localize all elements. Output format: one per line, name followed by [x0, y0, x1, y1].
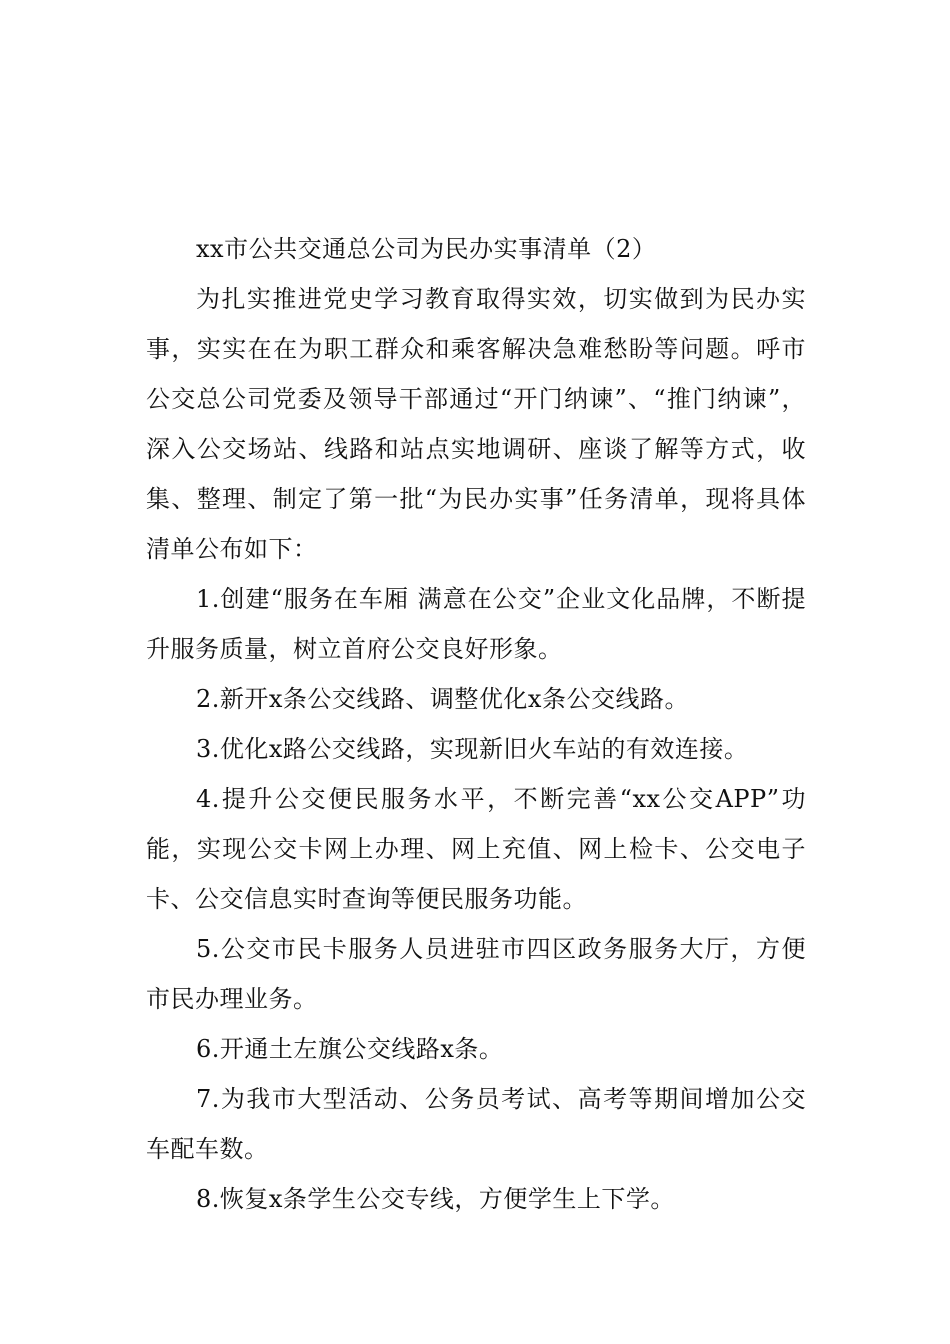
list-item-5: 5.公交市民卡服务人员进驻市四区政务服务大厅，方便市民办理业务。 — [146, 935, 806, 1013]
intro-paragraph: 为扎实推进党史学习教育取得实效，切实做到为民办实事，实实在在为职工群众和乘客解决急难愁盼等问题。呼市公交总公司党委及领导干部通过“开门纳谏”、“推门纳谏”，深入公交场站、线路和站点实地调研、座谈了解等方式，收集、整理、制定了第一批“为民办实事”任务清单，现将具体清单公布如下： — [146, 285, 806, 563]
list-item-3: 3.优化x路公交线路，实现新旧火车站的有效连接。 — [196, 735, 749, 763]
document-page — [146, 224, 806, 1224]
list-item-4: 4.提升公交便民服务水平，不断完善“xx公交APP”功能，实现公交卡网上办理、网上充值、网上检卡、公交电子卡、公交信息实时查询等便民服务功能。 — [146, 785, 806, 913]
list-item-2: 2.新开x条公交线路、调整优化x条公交线路。 — [196, 685, 689, 713]
list-item-1: 1.创建“服务在车厢 满意在公交”企业文化品牌，不断提升服务质量，树立首府公交良好形象。 — [146, 585, 806, 663]
list-item-8: 8.恢复x条学生公交专线，方便学生上下学。 — [196, 1185, 675, 1213]
list-item-6: 6.开通土左旗公交线路x条。 — [196, 1035, 504, 1063]
document-title: xx市公共交通总公司为民办实事清单（2） — [196, 235, 657, 263]
list-item-7: 7.为我市大型活动、公务员考试、高考等期间增加公交车配车数。 — [146, 1085, 806, 1163]
